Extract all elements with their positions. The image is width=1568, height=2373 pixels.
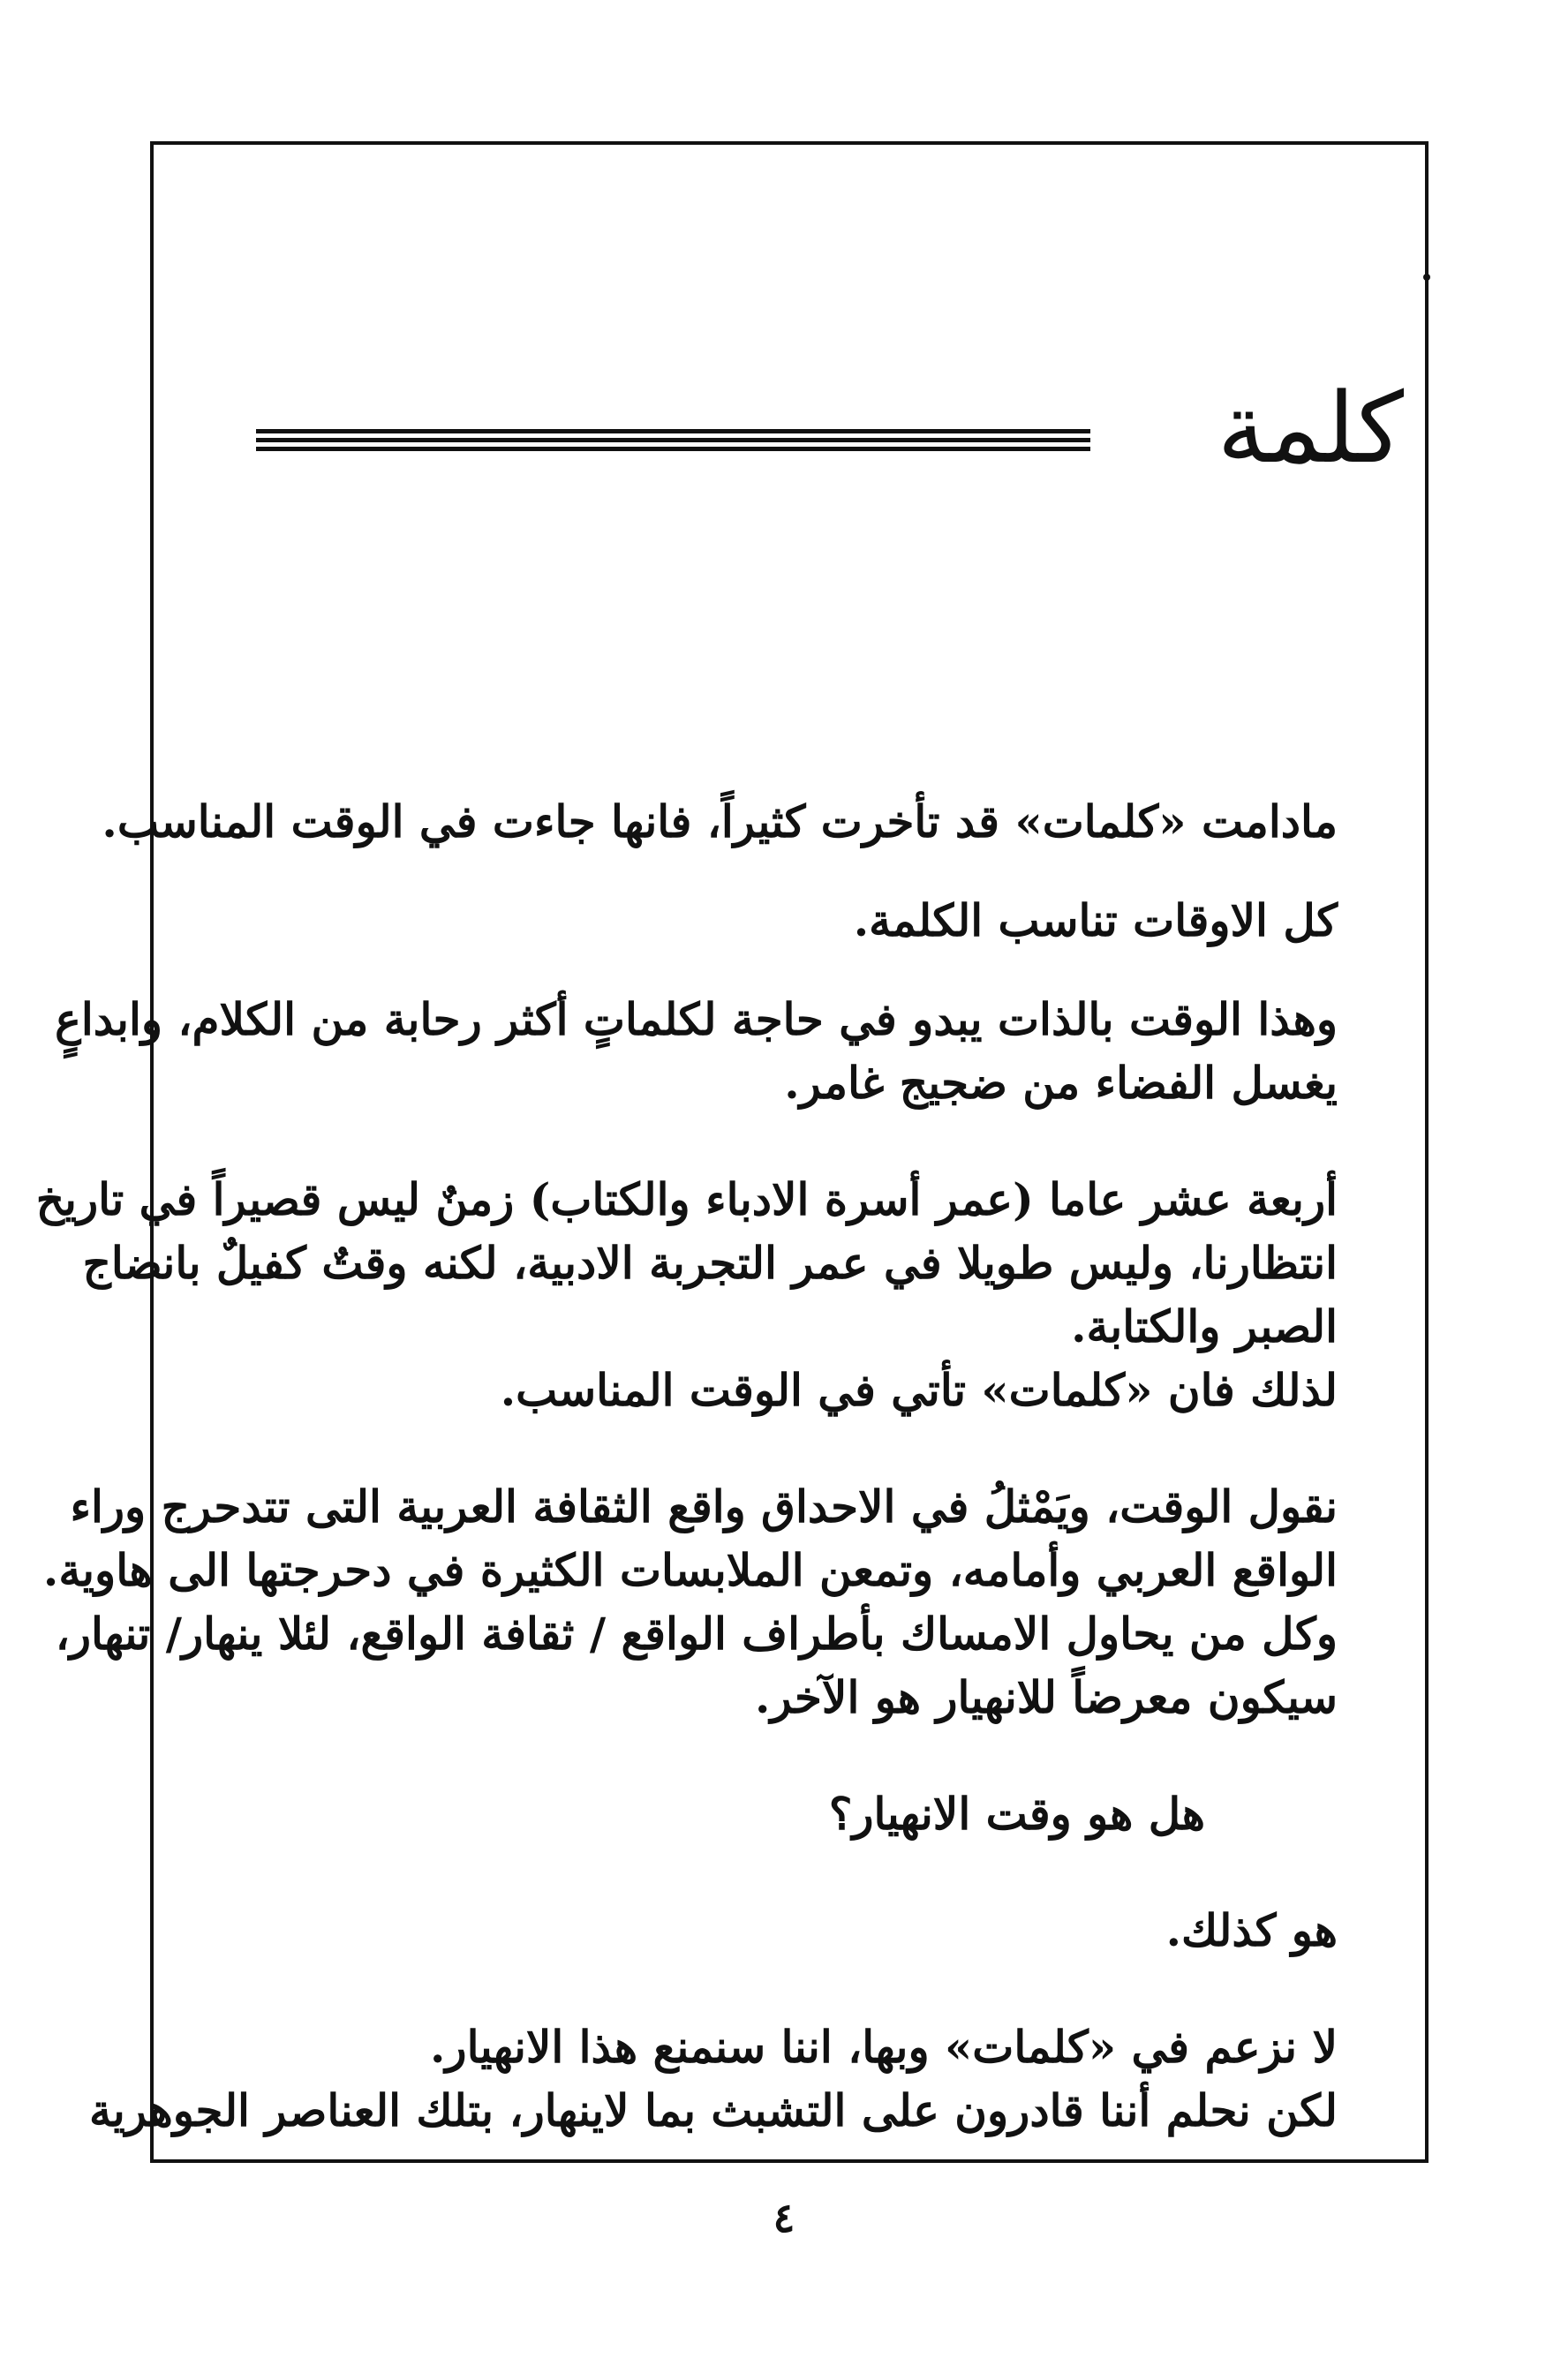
paragraph-2: كل الاوقات تناسب الكلمة. — [853, 894, 1338, 946]
paragraph-8-line-2: لكن نحلم أننا قادرون على التشبث بما لاينهار، بتلك العناصر الجوهرية — [89, 2084, 1338, 2136]
paragraph-4-line-4: لذلك فان «كلمات» تأتي في الوقت المناسب. — [500, 1364, 1338, 1416]
header-rule — [256, 447, 1090, 451]
paragraph-5-line-2: الواقع العربي وأمامه، وتمعن الملابسات الكثيرة في دحرجتها الى هاوية. — [42, 1544, 1338, 1596]
page-number: ٤ — [773, 2194, 795, 2241]
article-body — [35, 790, 1338, 2143]
paragraph-3-line-1: وهذا الوقت بالذات يبدو في حاجة لكلماتٍ أكثر رحابة من الكلام، وابداعٍ — [55, 993, 1338, 1045]
header-rule — [256, 429, 1090, 433]
paragraph-1: مادامت «كلمات» قد تأخرت كثيراً، فانها جاءت في الوقت المناسب. — [102, 795, 1338, 848]
paragraph-8-line-1: لا نزعم في «كلمات» وبها، اننا سنمنع هذا الانهيار. — [430, 2021, 1338, 2073]
paragraph-4-line-2: انتظارنا، وليس طويلا في عمر التجربة الادبية، لكنه وقتٌ كفيلٌ بانضاج — [82, 1237, 1338, 1289]
paragraph-3-line-2: يغسل الفضاء من ضجيج غامر. — [784, 1057, 1338, 1109]
paragraph-5-line-4: سيكون معرضاً للانهيار هو الآخر. — [755, 1671, 1338, 1723]
paragraph-5-line-3: وكل من يحاول الامساك بأطراف الواقع / ثقافة الواقع، لئلا ينهار/ تنهار، — [55, 1608, 1338, 1660]
paragraph-4-line-1: أربعة عشر عاما (عمر أسرة الادباء والكتاب) زمنٌ ليس قصيراً في تاريخ — [35, 1173, 1338, 1225]
paragraph-4-line-3: الصبر والكتابة. — [1071, 1300, 1338, 1352]
header-rule — [256, 438, 1090, 442]
page-title: كلمة — [1217, 372, 1404, 485]
paragraph-6: هل هو وقت الانهيار؟ — [828, 1788, 1205, 1840]
paragraph-7: هو كذلك. — [1165, 1904, 1338, 1956]
margin-dot — [1423, 274, 1430, 281]
paragraph-5-line-1: نقول الوقت، ويَمْثلُ في الاحداق واقع الثقافة العربية التى تتدحرج وراء — [70, 1480, 1338, 1533]
header-rules — [256, 429, 1090, 459]
section-header — [256, 372, 1404, 494]
